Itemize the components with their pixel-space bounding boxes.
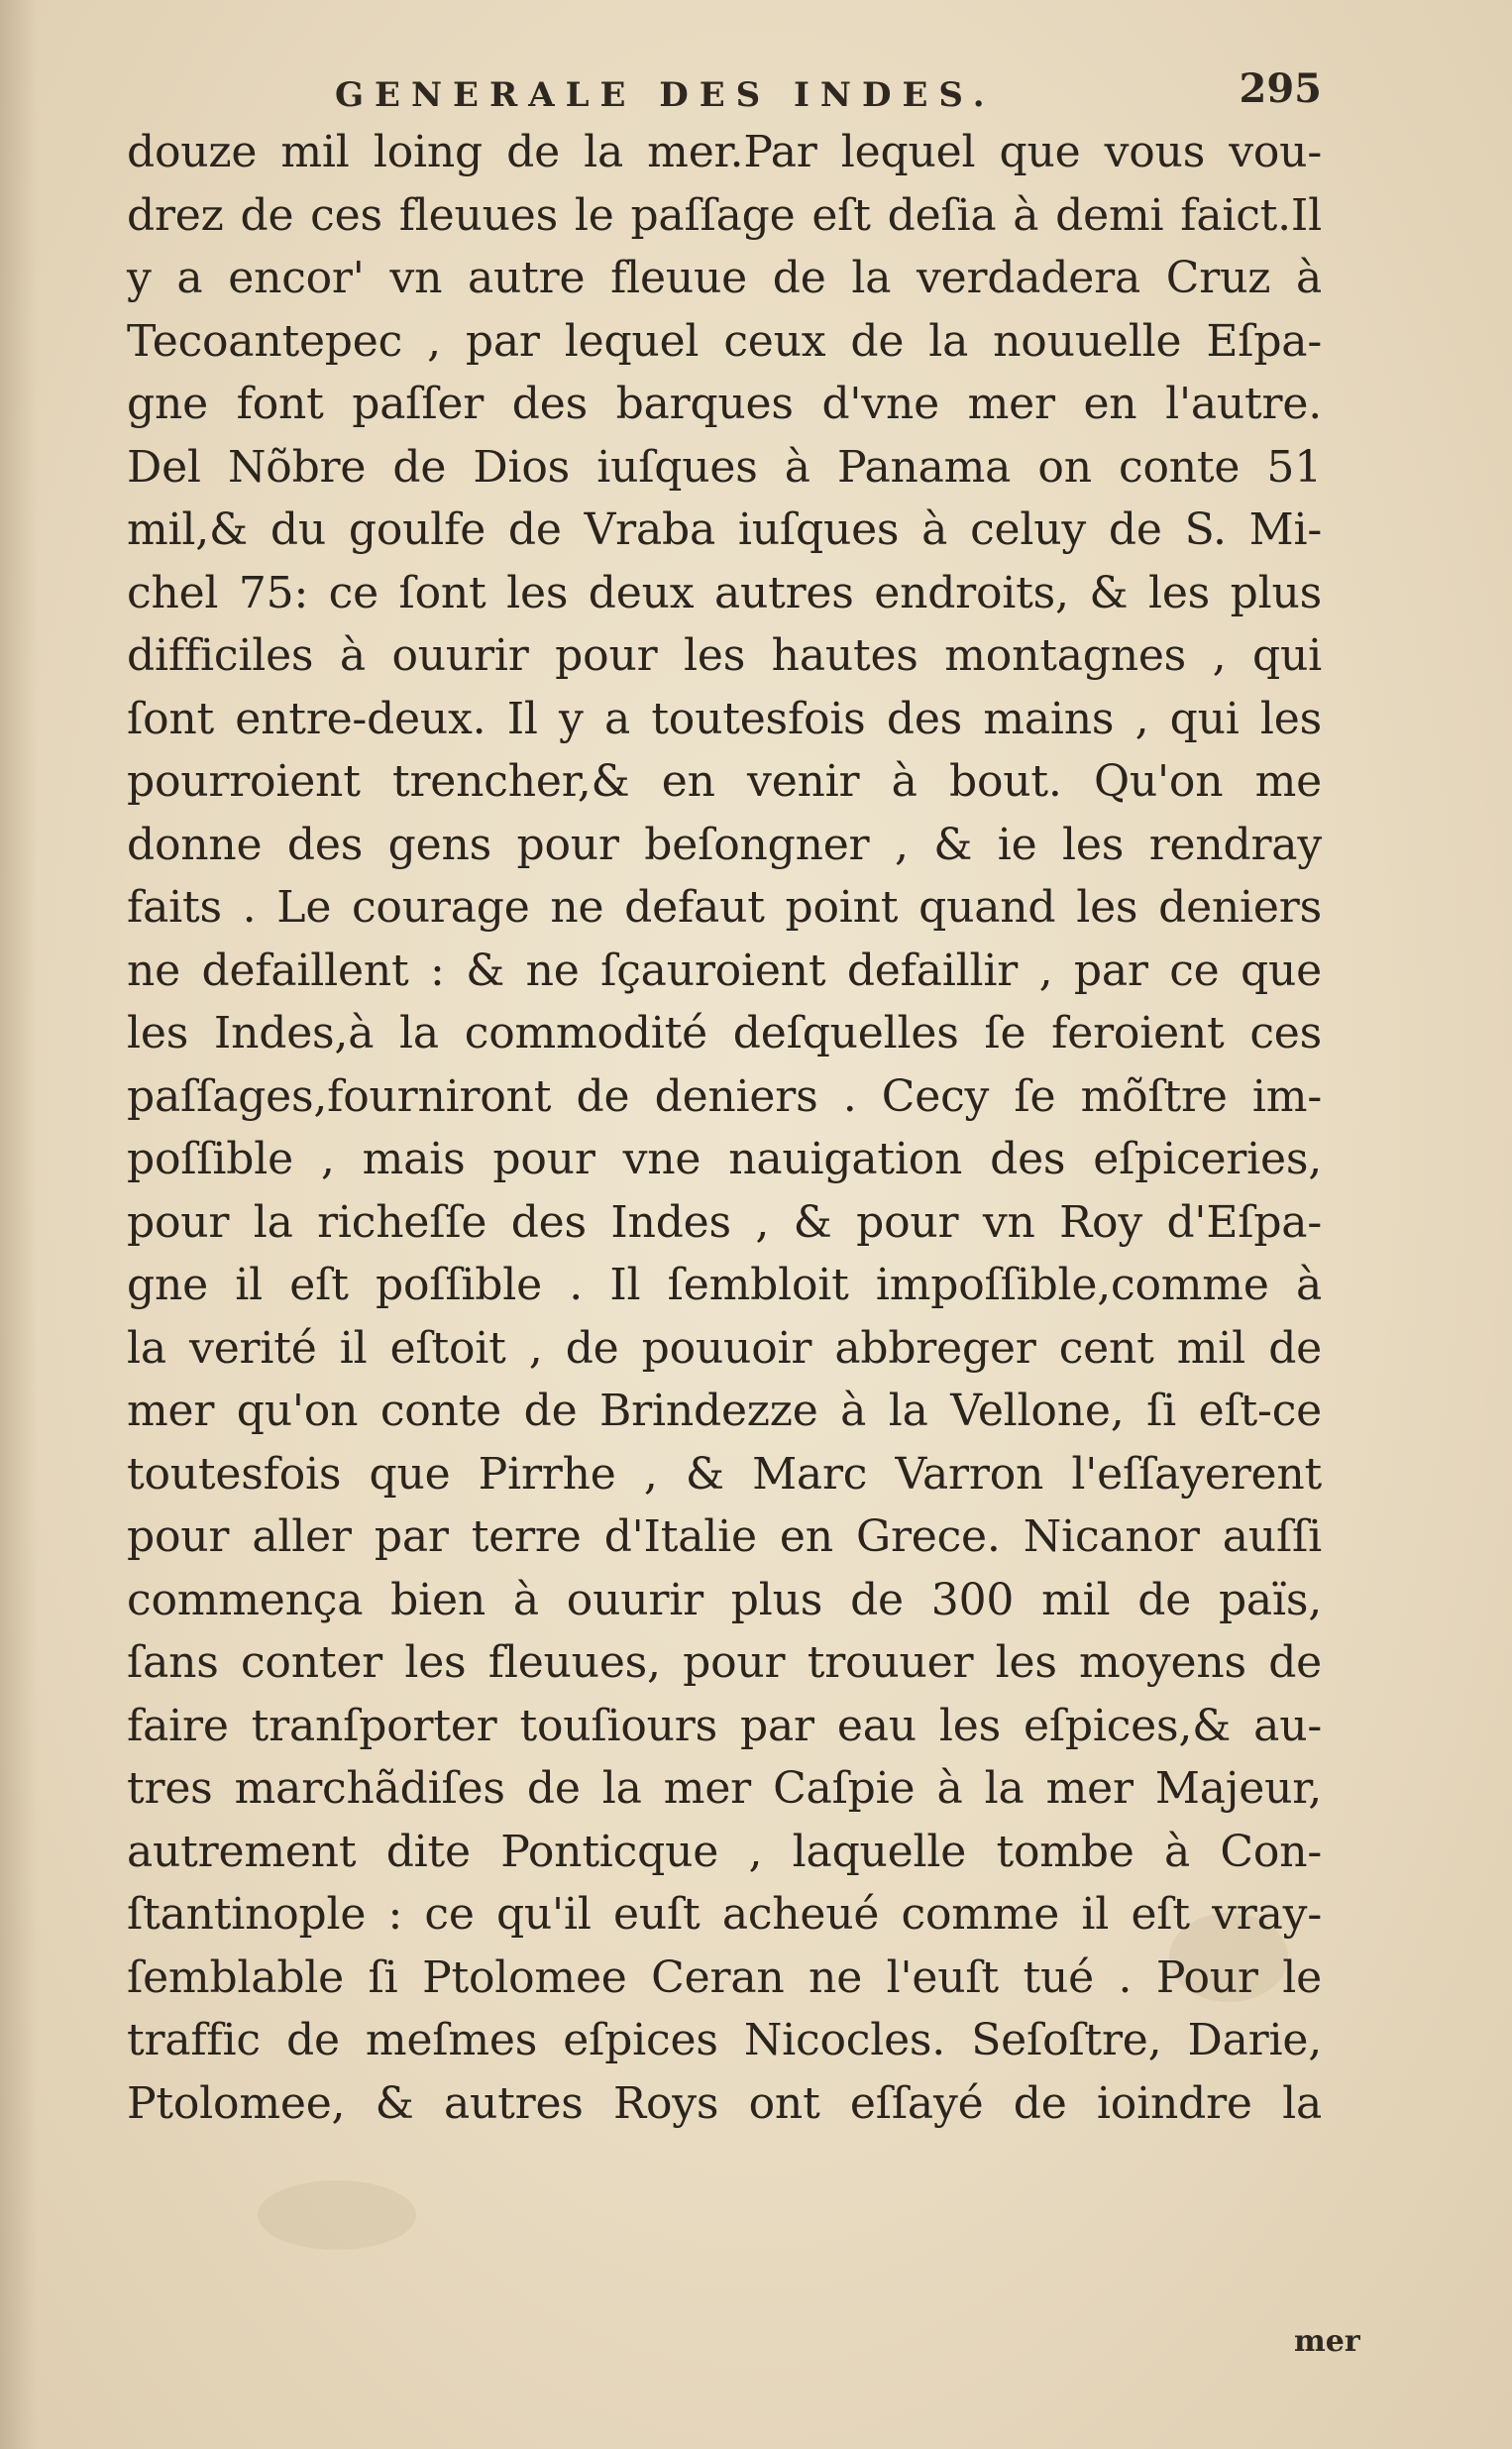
running-head <box>127 65 1322 125</box>
text-line: autrement dite Ponticque , laquelle tombe à Con- <box>127 1826 1322 1877</box>
page-gutter-shadow <box>0 0 38 2449</box>
text-line: gne font paſſer des barques d'vne mer en l'autre. <box>127 379 1322 429</box>
text-line: Del Nõbre de Dios iuſques à Panama on conte 51 <box>127 441 1322 493</box>
text-line: chel 75: ce ſont les deux autres endroits, & les plus <box>127 567 1322 618</box>
text-line: difficiles à ouurir pour les hautes montagnes , qui <box>127 630 1322 681</box>
text-line: paſſages,fourniront de deniers . Cecy ſe mõſtre im- <box>127 1070 1322 1122</box>
text-line: Tecoantepec , par lequel ceux de la nouuelle Eſpa- <box>127 315 1322 367</box>
text-line: poſſible , mais pour vne nauigation des eſpiceries, <box>127 1134 1322 1184</box>
text-line: faits . Le courage ne defaut point quand les deniers <box>127 882 1322 933</box>
paper-stain <box>258 2180 416 2250</box>
text-line: pourroient trencher,& en venir à bout. Qu'on me <box>127 756 1322 807</box>
text-line: traffic de meſmes eſpices Nicocles. Seſoſtre, Darie, <box>127 2015 1322 2065</box>
text-line: ſont entre-deux. Il y a toutesfois des mains , qui les <box>127 693 1322 744</box>
text-line: donne des gens pour beſongner , & ie les rendray <box>127 819 1322 870</box>
text-line: les Indes,à la commodité deſquelles ſe feroient ces <box>127 1008 1322 1058</box>
text-line: commença bien à ouurir plus de 300 mil de païs, <box>127 1574 1322 1625</box>
text-line: douze mil loing de la mer.Par lequel que vous vou- <box>127 127 1322 177</box>
running-head-title: GENERALE DES INDES. <box>335 75 996 115</box>
text-line: drez de ces fleuues le paſſage eſt deſia à demi faict.Il <box>127 189 1322 241</box>
text-line: gne il eſt poſſible . Il ſembloit impoſſible,comme à <box>127 1260 1322 1310</box>
catchword: mer <box>1294 2324 1360 2359</box>
text-line: ne defaillent : & ne ſçauroient defaillir , par ce que <box>127 945 1322 996</box>
body-text <box>127 121 1322 2135</box>
text-line: pour aller par terre d'Italie en Grece. Nicanor auſſi <box>127 1511 1322 1562</box>
text-line: Ptolomee, & autres Roys ont eſſayé de ioindre la <box>127 2077 1322 2129</box>
text-line: ſans conter les fleuues, pour trouuer les moyens de <box>127 1637 1322 1688</box>
text-line: la verité il eſtoit , de pouuoir abbreger cent mil de <box>127 1322 1322 1374</box>
text-line: pour la richeſſe des Indes , & pour vn Roy d'Eſpa- <box>127 1196 1322 1248</box>
text-line: faire tranſporter touſiours par eau les eſpices,& au- <box>127 1700 1322 1751</box>
text-line: mer qu'on conte de Brindezze à la Vellone, ſi eſt-ce <box>127 1386 1322 1436</box>
text-line: mil,& du goulfe de Vraba iuſques à celuy de S. Mi- <box>127 504 1322 555</box>
text-line: y a encor' vn autre fleuue de la verdadera Cruz à <box>127 253 1322 303</box>
text-line: ſemblable ſi Ptolomee Ceran ne l'euſt tué . Pour le <box>127 1951 1322 2003</box>
page-number: 295 <box>1239 65 1322 112</box>
text-line: toutesfois que Pirrhe , & Marc Varron l'eſſayerent <box>127 1448 1322 1500</box>
text-line: tres marchãdiſes de la mer Caſpie à la mer Majeur, <box>127 1763 1322 1814</box>
text-line: ſtantinople : ce qu'il euſt acheué comme il eſt vray- <box>127 1889 1322 1940</box>
